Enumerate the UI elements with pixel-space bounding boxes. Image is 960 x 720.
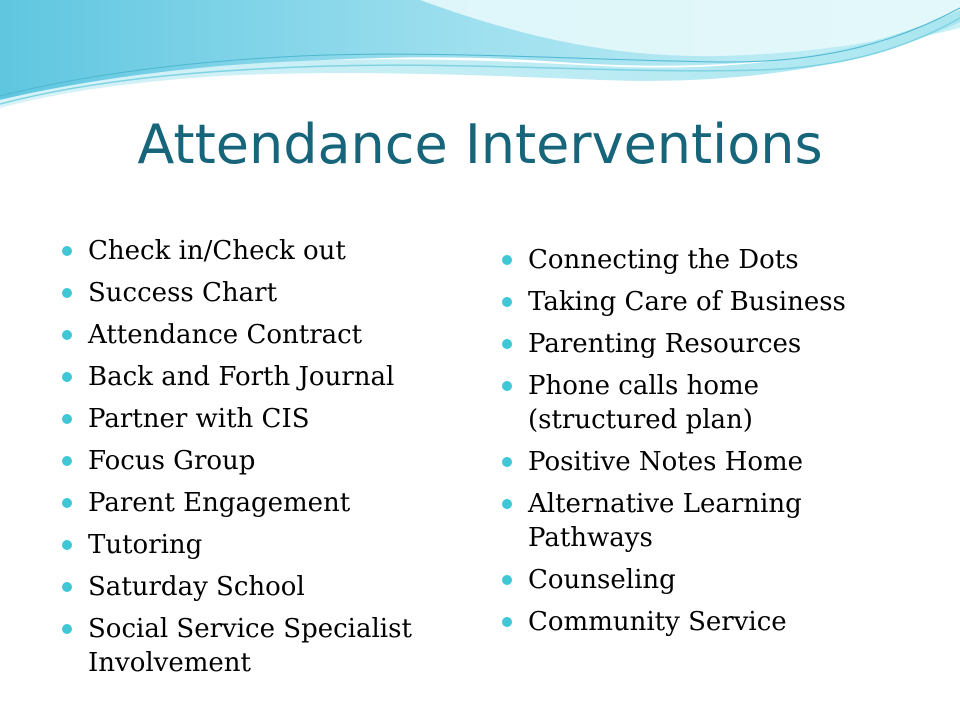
list-item	[60, 612, 440, 680]
header-wave-decoration	[0, 0, 960, 120]
list-item-text: Check in/Check out	[88, 236, 346, 266]
list-item	[500, 563, 900, 597]
bullet-icon	[62, 582, 72, 592]
list-item	[500, 243, 900, 277]
list-item-text: Parenting Resources	[528, 329, 802, 359]
bullet-icon	[502, 381, 512, 391]
bullet-icon	[502, 457, 512, 467]
list-item-text: Focus Group	[88, 446, 256, 476]
bullet-icon	[62, 540, 72, 550]
list-item-text: Tutoring	[88, 530, 203, 560]
slide-title: Attendance Interventions	[137, 113, 823, 176]
list-item-text: Attendance Contract	[88, 320, 363, 350]
bullet-icon	[502, 297, 512, 307]
list-item-text: Saturday School	[88, 572, 305, 602]
list-item-text: Connecting the Dots	[528, 245, 799, 275]
list-item	[60, 528, 440, 562]
list-item-text: Social Service Specialist Involvement	[88, 614, 412, 678]
list-item-text: Success Chart	[88, 278, 278, 308]
bullet-icon	[502, 255, 512, 265]
bullet-icon	[62, 498, 72, 508]
bullet-icon	[502, 575, 512, 585]
list-item	[60, 486, 440, 520]
list-item-text: Community Service	[528, 607, 787, 637]
bullet-icon	[62, 372, 72, 382]
list-item	[60, 234, 440, 268]
bullet-icon	[62, 414, 72, 424]
list-item	[60, 318, 440, 352]
bullet-icon	[62, 456, 72, 466]
list-item-text: Taking Care of Business	[528, 287, 846, 317]
bullet-icon	[502, 617, 512, 627]
list-item-text: Parent Engagement	[88, 488, 351, 518]
list-item-text: Counseling	[528, 565, 676, 595]
list-item	[500, 445, 900, 479]
bullet-icon	[62, 246, 72, 256]
list-item	[60, 360, 440, 394]
bullet-icon	[502, 499, 512, 509]
list-item-text: Phone calls home (structured plan)	[528, 371, 760, 435]
bullet-icon	[62, 624, 72, 634]
list-item-text: Alternative Learning Pathways	[528, 489, 802, 553]
list-item	[60, 570, 440, 604]
list-item-text: Back and Forth Journal	[88, 362, 395, 392]
list-item	[60, 402, 440, 436]
list-item	[500, 369, 900, 437]
list-item-text: Positive Notes Home	[528, 447, 804, 477]
left-bullet-list	[60, 234, 440, 688]
list-item	[500, 605, 900, 639]
list-item	[500, 327, 900, 361]
list-item	[500, 487, 900, 555]
list-item-text: Partner with CIS	[88, 404, 310, 434]
list-item	[60, 276, 440, 310]
right-bullet-list	[500, 243, 900, 647]
bullet-icon	[502, 339, 512, 349]
list-item	[60, 444, 440, 478]
bullet-icon	[62, 288, 72, 298]
list-item	[500, 285, 900, 319]
bullet-icon	[62, 330, 72, 340]
